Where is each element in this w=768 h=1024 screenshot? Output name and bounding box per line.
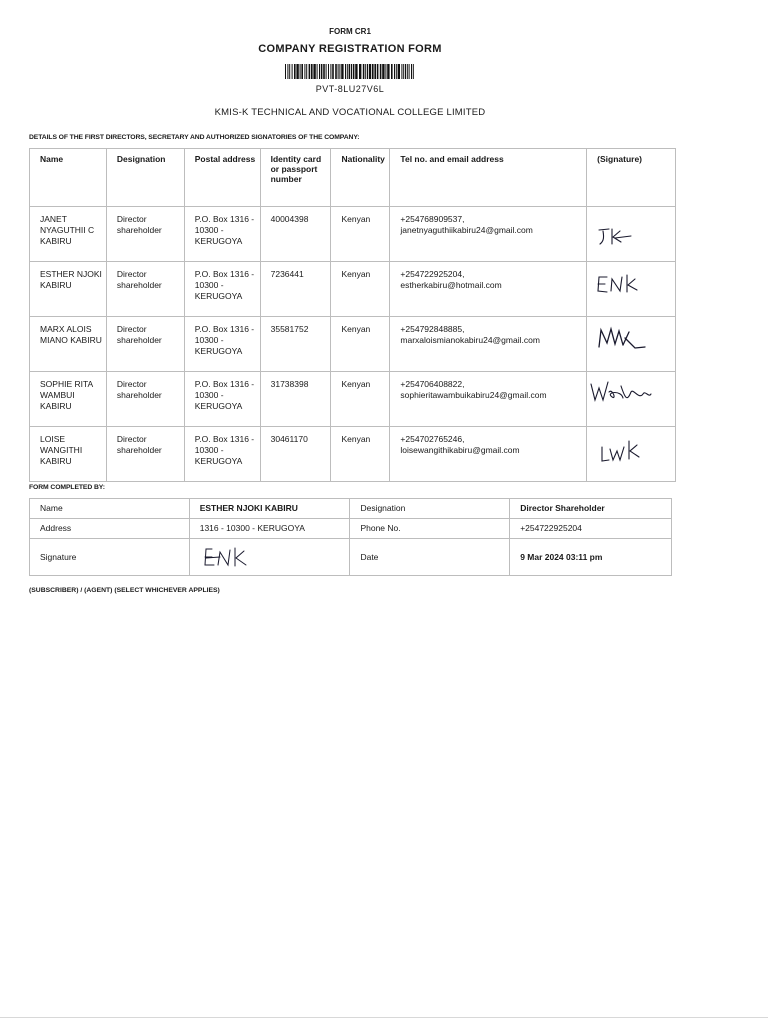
barcode-bar — [347, 64, 348, 79]
barcode-bar — [287, 64, 288, 79]
director-signature — [587, 317, 676, 372]
column-header-postal: Postal address — [184, 149, 260, 207]
director-id: 40004398 — [260, 207, 331, 262]
barcode-bar — [369, 64, 371, 79]
designation-label: Designation — [350, 499, 510, 519]
barcode-bar — [413, 64, 414, 79]
director-name: MARX ALOIS MIANO KABIRU — [30, 317, 107, 372]
table-row — [30, 539, 672, 576]
barcode-bar — [323, 64, 325, 79]
barcode-bar — [317, 64, 318, 79]
director-designation: Director shareholder — [106, 427, 184, 482]
barcode-bar — [387, 64, 389, 79]
barcode-bar — [380, 64, 382, 79]
column-header-id: Identity card or passport number — [260, 149, 331, 207]
barcode-bar — [313, 64, 315, 79]
barcode-bar — [326, 64, 327, 79]
barcode — [285, 64, 415, 79]
director-id: 35581752 — [260, 317, 331, 372]
barcode-bar — [306, 64, 307, 79]
phone-label: Phone No. — [350, 519, 510, 539]
director-email: loisewangithikabiru@gmail.com — [400, 445, 520, 455]
director-postal: P.O. Box 1316 - 10300 - KERUGOYA — [184, 427, 260, 482]
barcode-bar — [351, 64, 352, 79]
barcode-bar — [363, 64, 365, 79]
barcode-bar — [359, 64, 361, 79]
barcode-bar — [385, 64, 386, 79]
barcode-bar — [394, 64, 395, 79]
director-id: 31738398 — [260, 372, 331, 427]
director-designation: Director shareholder — [106, 372, 184, 427]
barcode-bar — [382, 64, 384, 79]
barcode-bar — [304, 64, 305, 79]
directors-section-heading: DETAILS OF THE FIRST DIRECTORS, SECRETARY AND AUTHORIZED SIGNATORIES OF THE COMPANY: — [29, 134, 360, 141]
signature-lwk — [587, 427, 676, 481]
name-label: Name — [30, 499, 190, 519]
date-value: 9 Mar 2024 03:11 pm — [510, 539, 672, 576]
registration-number: PVT-8LU27V6L — [315, 84, 385, 94]
barcode-bar — [294, 64, 296, 79]
barcode-bar — [289, 64, 290, 79]
address-label: Address — [30, 519, 190, 539]
barcode-bar — [374, 64, 376, 79]
barcode-bar — [367, 64, 368, 79]
date-label: Date — [350, 539, 510, 576]
barcode-bar — [377, 64, 379, 79]
barcode-bar — [328, 64, 329, 79]
completed-by-signature — [189, 539, 350, 576]
subscriber-agent-note: (SUBSCRIBER) / (AGENT) (SELECT WHICHEVER APPLIES) — [29, 587, 220, 594]
designation-value: Director Shareholder — [510, 499, 672, 519]
director-nationality: Kenyan — [331, 317, 390, 372]
director-name: SOPHIE RITA WAMBUI KABIRU — [30, 372, 107, 427]
barcode-bar — [330, 64, 331, 79]
column-header-designation: Designation — [106, 149, 184, 207]
director-email: marxaloismianokabiru24@gmail.com — [400, 335, 540, 345]
table-row — [30, 372, 676, 427]
barcode-bar — [405, 64, 406, 79]
barcode-bar — [365, 64, 366, 79]
barcode-bar — [321, 64, 323, 79]
phone-value: +254722925204 — [510, 519, 672, 539]
director-postal: P.O. Box 1316 - 10300 - KERUGOYA — [184, 372, 260, 427]
director-designation: Director shareholder — [106, 207, 184, 262]
column-header-name: Name — [30, 149, 107, 207]
director-contact — [390, 262, 587, 317]
barcode-bar — [311, 64, 313, 79]
barcode-bar — [345, 64, 346, 79]
form-title: COMPANY REGISTRATION FORM — [258, 43, 442, 55]
barcode-bar — [292, 64, 293, 79]
barcode-bar — [396, 64, 397, 79]
signature-wkabiru — [587, 372, 676, 426]
director-tel: +254768909537, — [400, 214, 465, 224]
barcode-bar — [309, 64, 311, 79]
completed-by-heading: FORM COMPLETED BY: — [29, 484, 105, 491]
completed-by-table — [29, 498, 672, 576]
barcode-bar — [398, 64, 400, 79]
barcode-bar — [332, 64, 334, 79]
table-row — [30, 317, 676, 372]
directors-table — [29, 148, 676, 482]
director-postal: P.O. Box 1316 - 10300 - KERUGOYA — [184, 207, 260, 262]
table-row — [30, 262, 676, 317]
director-name: ESTHER NJOKI KABIRU — [30, 262, 107, 317]
director-name: LOISE WANGITHI KABIRU — [30, 427, 107, 482]
director-tel: +254702765246, — [400, 434, 465, 444]
directors-table-header — [30, 149, 676, 207]
director-tel: +254792848885, — [400, 324, 465, 334]
director-signature — [587, 427, 676, 482]
director-contact — [390, 317, 587, 372]
signature-jk — [587, 207, 676, 261]
director-id: 7236441 — [260, 262, 331, 317]
barcode-bar — [335, 64, 337, 79]
scan-edge-line — [0, 1017, 768, 1018]
table-row — [30, 427, 676, 482]
signature-label: Signature — [30, 539, 190, 576]
director-name: JANET NYAGUTHII C KABIRU — [30, 207, 107, 262]
director-postal: P.O. Box 1316 - 10300 - KERUGOYA — [184, 262, 260, 317]
director-designation: Director shareholder — [106, 262, 184, 317]
director-signature — [587, 262, 676, 317]
director-nationality: Kenyan — [331, 262, 390, 317]
barcode-bar — [338, 64, 339, 79]
director-id: 30461170 — [260, 427, 331, 482]
name-value: ESTHER NJOKI KABIRU — [189, 499, 350, 519]
signature-enk — [190, 539, 351, 576]
barcode-bar — [319, 64, 320, 79]
director-postal: P.O. Box 1316 - 10300 - KERUGOYA — [184, 317, 260, 372]
address-value: 1316 - 10300 - KERUGOYA — [189, 519, 350, 539]
barcode-bar — [391, 64, 393, 79]
barcode-bar — [285, 64, 286, 79]
director-nationality: Kenyan — [331, 372, 390, 427]
column-header-nationality: Nationality — [331, 149, 390, 207]
director-tel: +254706408822, — [400, 379, 465, 389]
barcode-bar — [407, 64, 408, 79]
table-row — [30, 207, 676, 262]
barcode-bar — [372, 64, 374, 79]
director-nationality: Kenyan — [331, 207, 390, 262]
barcode-bar — [341, 64, 343, 79]
director-contact — [390, 372, 587, 427]
director-contact — [390, 427, 587, 482]
barcode-bar — [353, 64, 355, 79]
signature-mak — [587, 317, 676, 371]
barcode-bar — [349, 64, 351, 79]
barcode-bar — [401, 64, 402, 79]
director-nationality: Kenyan — [331, 427, 390, 482]
barcode-bar — [409, 64, 410, 79]
director-designation: Director shareholder — [106, 317, 184, 372]
table-row — [30, 499, 672, 519]
barcode-bar — [411, 64, 412, 79]
table-row — [30, 519, 672, 539]
signature-enk — [587, 262, 676, 316]
director-email: sophieritawambuikabiru24@gmail.com — [400, 390, 547, 400]
barcode-bar — [296, 64, 298, 79]
barcode-bar — [355, 64, 357, 79]
company-name: KMIS-K TECHNICAL AND VOCATIONAL COLLEGE LIMITED — [214, 107, 486, 118]
form-code: FORM CR1 — [329, 27, 371, 36]
director-email: janetnyaguthiikabiru24@gmail.com — [400, 225, 533, 235]
director-tel: +254722925204, — [400, 269, 465, 279]
barcode-bar — [301, 64, 303, 79]
director-signature — [587, 207, 676, 262]
director-email: estherkabiru@hotmail.com — [400, 280, 502, 290]
column-header-signature: (Signature) — [587, 149, 676, 207]
barcode-bar — [339, 64, 340, 79]
director-signature — [587, 372, 676, 427]
director-contact — [390, 207, 587, 262]
barcode-bar — [300, 64, 301, 79]
barcode-bar — [403, 64, 404, 79]
column-header-contact: Tel no. and email address — [390, 149, 587, 207]
